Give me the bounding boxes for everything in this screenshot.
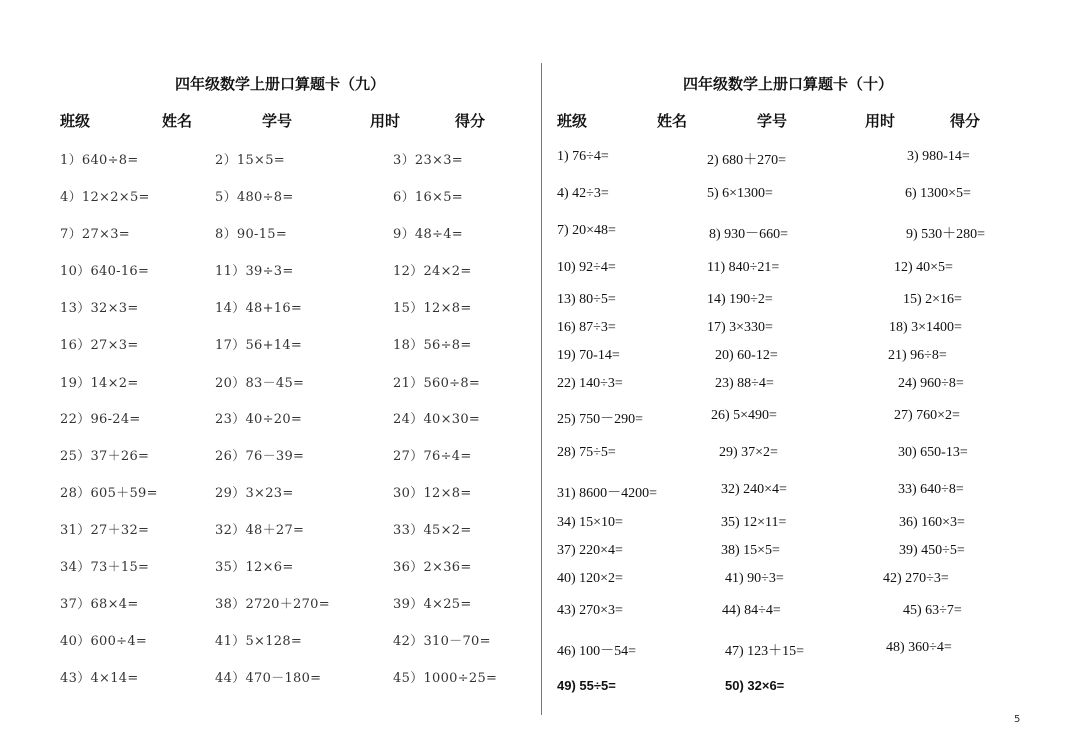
- question-24: 24）40×30=: [393, 412, 481, 427]
- question-45: 45）1000÷25=: [393, 671, 498, 686]
- question-50: 50) 32×6=: [725, 678, 785, 693]
- question-5: 5）480÷8=: [215, 190, 294, 205]
- question-6: 6）16×5=: [393, 190, 463, 205]
- question-6: 6) 1300×5=: [905, 186, 971, 201]
- question-16: 16）27×3=: [60, 338, 139, 353]
- question-16: 16) 87÷3=: [557, 320, 616, 335]
- question-28: 28) 75÷5=: [557, 445, 616, 460]
- question-31: 31）27＋32=: [60, 523, 150, 538]
- question-42: 42) 270÷3=: [883, 571, 949, 586]
- question-13: 13) 80÷5=: [557, 292, 616, 307]
- question-13: 13）32×3=: [60, 301, 139, 316]
- question-22: 22) 140÷3=: [557, 376, 623, 391]
- question-14: 14) 190÷2=: [707, 292, 773, 307]
- question-32: 32) 240×4=: [721, 482, 787, 497]
- question-31: 31) 8600－4200=: [557, 486, 658, 501]
- question-46: 46) 100－54=: [557, 644, 637, 659]
- question-47: 47) 123＋15=: [725, 644, 805, 659]
- question-32: 32）48＋27=: [215, 523, 305, 538]
- left-card-title: 四年级数学上册口算题卡（九）: [174, 75, 385, 93]
- header-student-number: 学号: [757, 112, 788, 130]
- question-2: 2) 680＋270=: [707, 153, 787, 168]
- question-18: 18) 3×1400=: [889, 320, 962, 335]
- question-22: 22）96-24=: [60, 412, 141, 427]
- question-33: 33) 640÷8=: [898, 482, 964, 497]
- question-10: 10）640-16=: [60, 264, 150, 279]
- question-44: 44）470－180=: [215, 671, 322, 686]
- question-8: 8）90-15=: [215, 227, 288, 242]
- question-37: 37）68×4=: [60, 597, 139, 612]
- question-21: 21) 96÷8=: [888, 348, 947, 363]
- question-27: 27) 760×2=: [894, 408, 960, 423]
- question-8: 8) 930－660=: [709, 227, 789, 242]
- question-29: 29）3×23=: [215, 486, 294, 501]
- question-12: 12）24×2=: [393, 264, 472, 279]
- question-15: 15）12×8=: [393, 301, 472, 316]
- question-23: 23）40÷20=: [215, 412, 303, 427]
- question-4: 4) 42÷3=: [557, 186, 609, 201]
- question-9: 9）48÷4=: [393, 227, 463, 242]
- header-name: 姓名: [657, 112, 688, 130]
- question-21: 21）560÷8=: [393, 376, 481, 391]
- question-4: 4）12×2×5=: [60, 190, 150, 205]
- question-27: 27）76÷4=: [393, 449, 472, 464]
- question-30: 30）12×8=: [393, 486, 472, 501]
- question-30: 30) 650-13=: [898, 445, 968, 460]
- question-35: 35）12×6=: [215, 560, 294, 575]
- question-35: 35) 12×11=: [721, 515, 787, 530]
- question-14: 14）48+16=: [215, 301, 303, 316]
- question-29: 29) 37×2=: [719, 445, 778, 460]
- question-3: 3）23×3=: [393, 153, 463, 168]
- page-number: 5: [1014, 714, 1021, 725]
- question-17: 17) 3×330=: [707, 320, 773, 335]
- header-student-number: 学号: [262, 112, 293, 130]
- question-3: 3) 980-14=: [907, 149, 970, 164]
- question-26: 26）76－39=: [215, 449, 305, 464]
- question-41: 41）5×128=: [215, 634, 303, 649]
- header-name: 姓名: [162, 112, 193, 130]
- question-43: 43) 270×3=: [557, 603, 623, 618]
- question-20: 20）83－45=: [215, 376, 305, 391]
- question-34: 34）73＋15=: [60, 560, 150, 575]
- question-40: 40）600÷4=: [60, 634, 148, 649]
- question-1: 1) 76÷4=: [557, 149, 609, 164]
- question-39: 39) 450÷5=: [899, 543, 965, 558]
- question-33: 33）45×2=: [393, 523, 472, 538]
- question-40: 40) 120×2=: [557, 571, 623, 586]
- question-25: 25）37＋26=: [60, 449, 150, 464]
- question-48: 48) 360÷4=: [886, 640, 952, 655]
- question-42: 42）310－70=: [393, 634, 491, 649]
- question-17: 17）56+14=: [215, 338, 303, 353]
- header-time-used: 用时: [370, 112, 401, 130]
- question-34: 34) 15×10=: [557, 515, 623, 530]
- question-44: 44) 84÷4=: [722, 603, 781, 618]
- question-15: 15) 2×16=: [903, 292, 962, 307]
- question-11: 11) 840÷21=: [707, 260, 780, 275]
- right-quiz-card: [543, 0, 1080, 729]
- question-11: 11）39÷3=: [215, 264, 294, 279]
- question-23: 23) 88÷4=: [715, 376, 774, 391]
- question-26: 26) 5×490=: [711, 408, 777, 423]
- question-36: 36) 160×3=: [899, 515, 965, 530]
- question-10: 10) 92÷4=: [557, 260, 616, 275]
- header-score: 得分: [950, 112, 981, 130]
- question-19: 19) 70-14=: [557, 348, 620, 363]
- question-24: 24) 960÷8=: [898, 376, 964, 391]
- question-49: 49) 55÷5=: [557, 678, 616, 693]
- question-19: 19）14×2=: [60, 376, 139, 391]
- header-time-used: 用时: [865, 112, 896, 130]
- question-9: 9) 530＋280=: [906, 227, 986, 242]
- header-class: 班级: [557, 112, 588, 130]
- question-43: 43）4×14=: [60, 671, 139, 686]
- question-7: 7) 20×48=: [557, 223, 616, 238]
- header-score: 得分: [455, 112, 486, 130]
- question-36: 36）2×36=: [393, 560, 472, 575]
- question-18: 18）56÷8=: [393, 338, 472, 353]
- question-20: 20) 60-12=: [715, 348, 778, 363]
- center-divider: [541, 63, 542, 715]
- question-38: 38) 15×5=: [721, 543, 780, 558]
- question-7: 7）27×3=: [60, 227, 130, 242]
- question-12: 12) 40×5=: [894, 260, 953, 275]
- question-39: 39）4×25=: [393, 597, 472, 612]
- question-5: 5) 6×1300=: [707, 186, 773, 201]
- header-class: 班级: [60, 112, 91, 130]
- question-28: 28）605＋59=: [60, 486, 158, 501]
- question-1: 1）640÷8=: [60, 153, 139, 168]
- question-2: 2）15×5=: [215, 153, 285, 168]
- question-37: 37) 220×4=: [557, 543, 623, 558]
- question-25: 25) 750－290=: [557, 412, 644, 427]
- right-card-title: 四年级数学上册口算题卡（十）: [682, 75, 893, 93]
- question-45: 45) 63÷7=: [903, 603, 962, 618]
- question-38: 38）2720＋270=: [215, 597, 330, 612]
- question-41: 41) 90÷3=: [725, 571, 784, 586]
